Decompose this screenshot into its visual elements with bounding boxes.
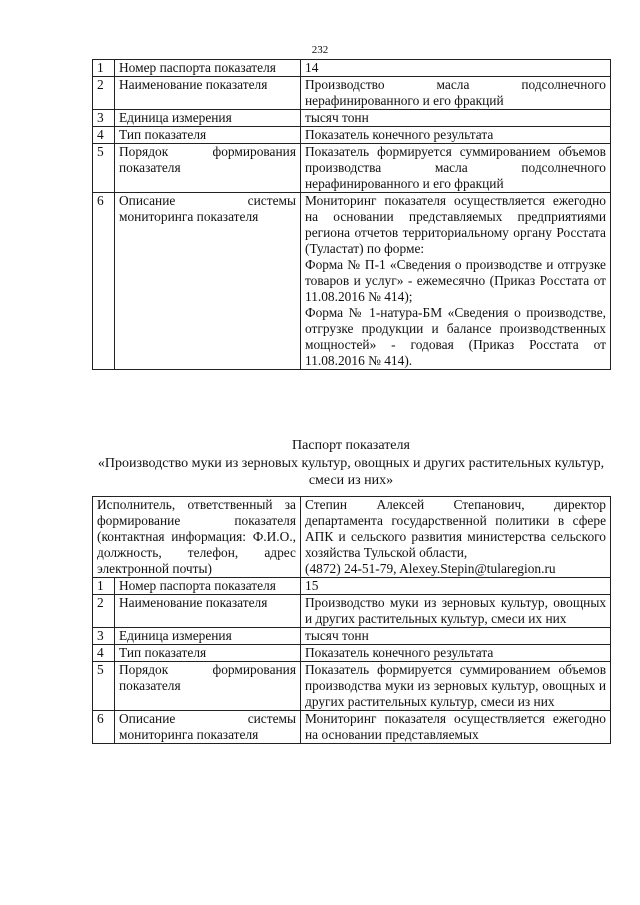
value-paragraph: Мониторинг показателя осуществляется ежегодно на основании представляемых предприятиями региона отчетов территориальному органу Росстата (Туластат) по форме: — [305, 193, 606, 256]
row-number: 4 — [93, 645, 115, 662]
row-value — [301, 77, 611, 110]
passport-title: Паспорт показателя — [292, 438, 410, 453]
row-number: 4 — [93, 127, 115, 144]
value-paragraph: Показатель формируется суммированием объемов производства масла подсолнечного нерафинированного и его фракций — [305, 144, 606, 191]
row-number: 5 — [93, 144, 115, 193]
row-label: Наименование показателя — [115, 77, 301, 110]
table-row — [93, 711, 611, 744]
row-label: Наименование показателя — [115, 595, 301, 628]
passport-table-15 — [92, 496, 611, 744]
row-value — [301, 628, 611, 645]
value-paragraph: Показатель конечного результата — [305, 645, 494, 660]
row-label: Описание системы мониторинга показателя — [115, 711, 301, 744]
table-row — [93, 578, 611, 595]
table-row — [93, 110, 611, 127]
row-number: 6 — [93, 711, 115, 744]
row-label: Порядок формирования показателя — [115, 662, 301, 711]
value-paragraph: Форма № 1-натура-БМ «Сведения о производстве, отгрузке продукции и балансе производственных мощностей» - годовая (Приказ Росстата от 11.08.2016 № 414). — [305, 305, 606, 368]
row-label: Описание системы мониторинга показателя — [115, 193, 301, 370]
row-value — [301, 144, 611, 193]
row-label: Номер паспорта показателя — [115, 578, 301, 595]
table-row — [93, 127, 611, 144]
row-label: Тип показателя — [115, 645, 301, 662]
row-value — [301, 110, 611, 127]
value-paragraph: Мониторинг показателя осуществляется ежегодно на основании представляемых — [305, 711, 607, 742]
row-number: 1 — [93, 578, 115, 595]
row-value — [301, 578, 611, 595]
row-label: Порядок формирования показателя — [115, 144, 301, 193]
value-paragraph: тысяч тонн — [305, 628, 369, 643]
row-number: 2 — [93, 595, 115, 628]
passport-table-14 — [92, 59, 611, 370]
value-paragraph: 14 — [305, 60, 319, 75]
row-number: 1 — [93, 60, 115, 77]
row-value — [301, 711, 611, 744]
value-paragraph: Производство масла подсолнечного нерафинированного и его фракций — [305, 77, 606, 108]
row-label: Тип показателя — [115, 127, 301, 144]
row-number: 6 — [93, 193, 115, 370]
row-number: 3 — [93, 628, 115, 645]
value-paragraph: Производство муки из зерновых культур, овощных и других растительных культур, смеси их них — [305, 595, 607, 626]
page-number: 232 — [311, 44, 329, 56]
responsible-label: Исполнитель, ответственный за формирование показателя (контактная информация: Ф.И.О., должность, телефон, адрес электронной почты) — [93, 497, 301, 578]
table-row — [93, 662, 611, 711]
row-label: Единица измерения — [115, 628, 301, 645]
row-value — [301, 127, 611, 144]
table-row — [93, 77, 611, 110]
table-row — [93, 595, 611, 628]
row-number: 3 — [93, 110, 115, 127]
value-paragraph: 15 — [305, 578, 319, 593]
value-paragraph: Форма № П-1 «Сведения о производстве и отгрузке товаров и услуг» - ежемесячно (Приказ Росстата от 11.08.2016 № 414); — [305, 257, 606, 304]
row-label: Единица измерения — [115, 110, 301, 127]
value-paragraph: тысяч тонн — [305, 110, 369, 125]
responsible-row — [93, 497, 611, 578]
table-row — [93, 193, 611, 370]
table-row — [93, 645, 611, 662]
table-row — [93, 60, 611, 77]
responsible-contacts: (4872) 24-51-79, Alexey.Stepin@tularegion.ru — [305, 561, 556, 576]
row-value — [301, 662, 611, 711]
responsible-text: Степин Алексей Степанович, директор департамента государственной политики в сфере АПК и сельского развития министерства сельского хозяйства Тульской области, — [305, 497, 607, 560]
row-value — [301, 193, 611, 370]
passport-subtitle: «Производство муки из зерновых культур, овощных и других растительных культур, смеси из них» — [97, 456, 605, 488]
row-number: 5 — [93, 662, 115, 711]
row-label: Номер паспорта показателя — [115, 60, 301, 77]
row-value — [301, 645, 611, 662]
table-row — [93, 628, 611, 645]
table-row — [93, 144, 611, 193]
row-value — [301, 60, 611, 77]
row-value — [301, 595, 611, 628]
row-number: 2 — [93, 77, 115, 110]
responsible-value — [301, 497, 611, 578]
value-paragraph: Показатель конечного результата — [305, 127, 494, 142]
value-paragraph: Показатель формируется суммированием объемов производства муки из зерновых культур, овощных и других растительных культур, смеси из них — [305, 662, 607, 709]
